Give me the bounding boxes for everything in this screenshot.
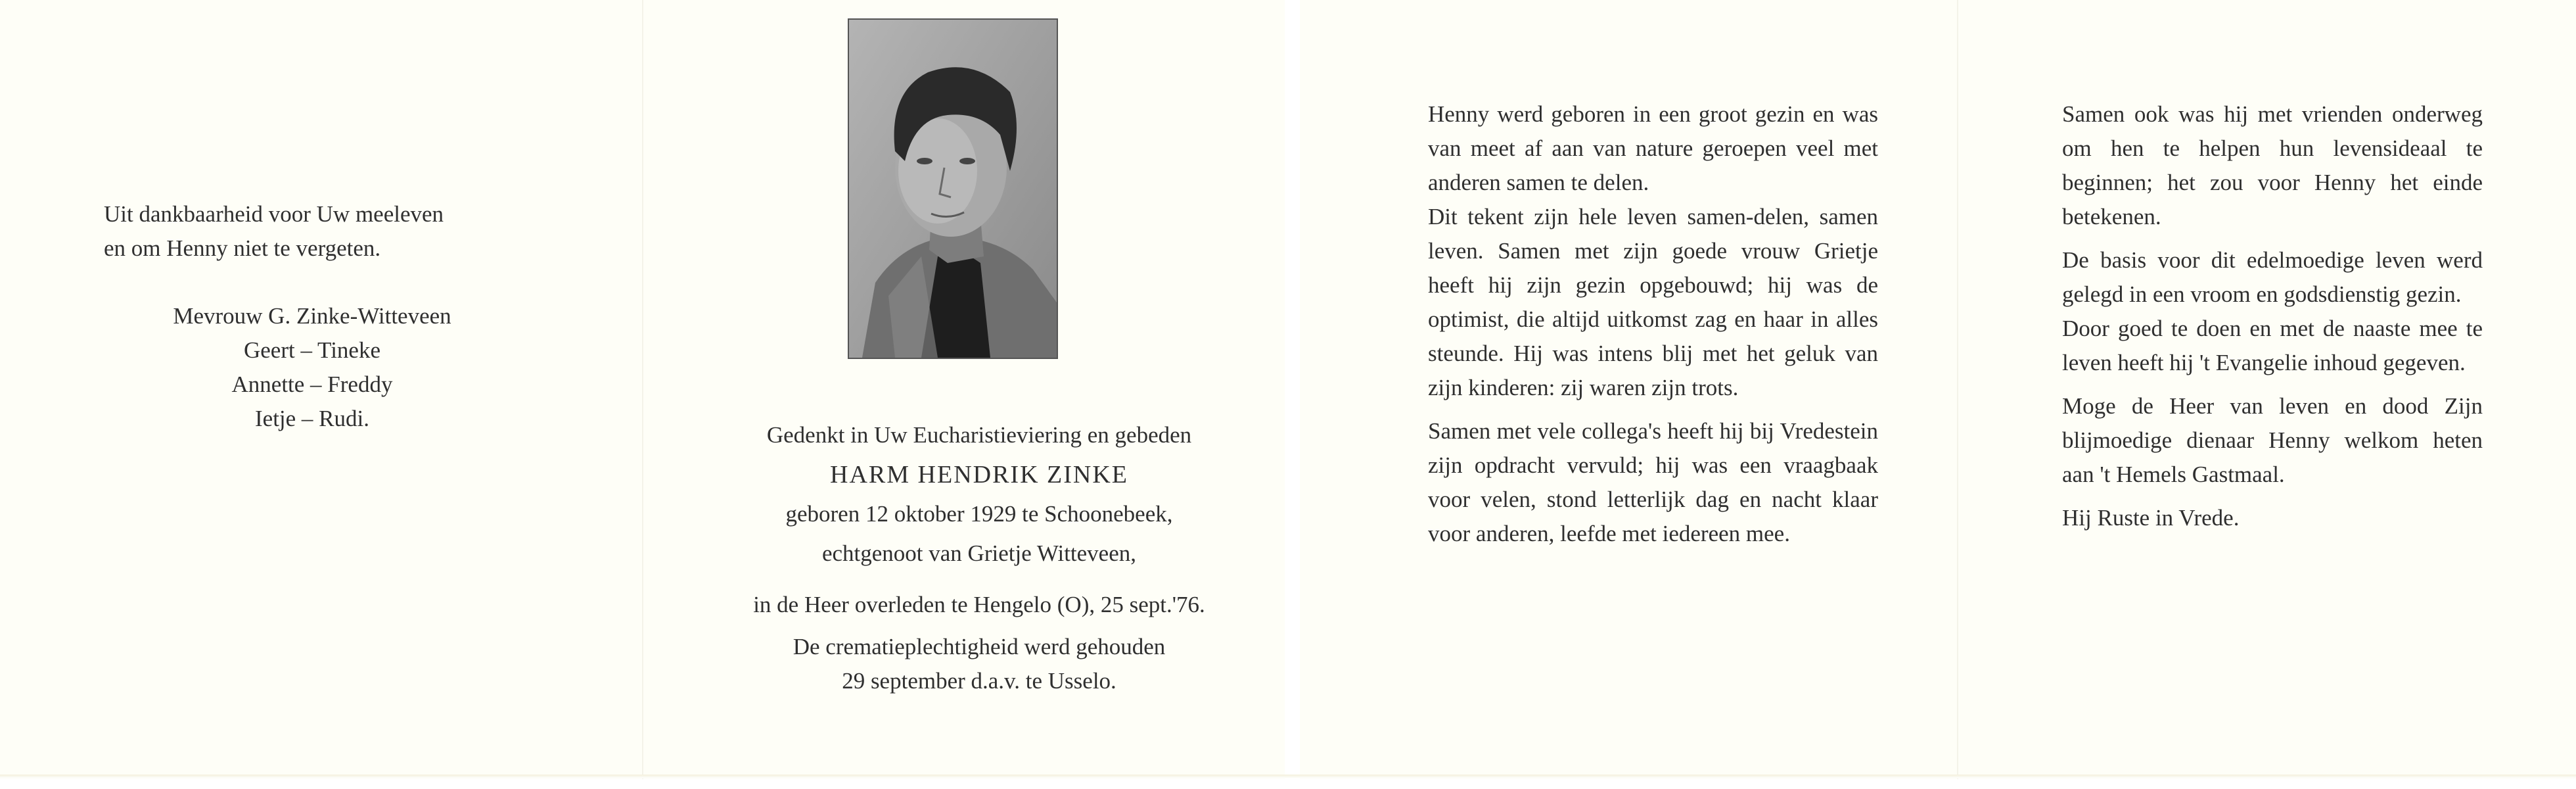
spouse-line: echtgenoot van Grietje Witteveen,: [821, 540, 1137, 566]
intro-line: Gedenkt in Uw Eucharistieviering en gebeden: [766, 422, 1192, 448]
fold-line: [1957, 0, 1958, 779]
biography-paragraph: Samen ook was hij met vrienden onderweg om hen te helpen hun levensideaal te beginnen; het zou voor Henny het einde betekenen.: [2062, 101, 2483, 229]
thanks-text: [104, 197, 524, 266]
family-member: Ietje – Rudi.: [255, 406, 369, 431]
memorial-card-back: [1300, 0, 2576, 779]
memorial-details: [690, 418, 1268, 698]
death-line: in de Heer overleden te Hengelo (O), 25 sept.'76.: [753, 592, 1205, 617]
biography-paragraph: De basis voor dit edelmoedige leven werd gelegd in een vroom en godsdienstig gezin.: [2062, 247, 2483, 307]
family-member: Annette – Freddy: [231, 371, 393, 397]
portrait-image: [849, 20, 1057, 358]
closing-blessing: Hij Ruste in Vrede.: [2062, 505, 2240, 531]
family-list: [105, 299, 519, 436]
birth-line: geboren 12 oktober 1929 te Schoonebeek,: [785, 501, 1173, 527]
cremation-line: 29 september d.a.v. te Usselo.: [842, 668, 1116, 694]
paper-edge: [0, 775, 2576, 778]
portrait-photo: [848, 18, 1058, 359]
family-member: Mevrouw G. Zinke-Witteveen: [173, 303, 451, 329]
thanks-line: Uit dankbaarheid voor Uw meeleven: [104, 201, 444, 227]
biography-column-2: [2062, 97, 2483, 535]
family-member: Geert – Tineke: [243, 337, 381, 363]
biography-paragraph: Henny werd geboren in een groot gezin en was van meet af aan van nature geroepen veel met anderen samen te delen.: [1428, 101, 1878, 195]
cremation-line: De crematieplechtigheid werd gehouden: [793, 634, 1166, 659]
memorial-card-front: [0, 0, 1285, 779]
page-gap: [1285, 0, 1300, 789]
fold-line: [642, 0, 643, 779]
thanks-line: en om Henny niet te vergeten.: [104, 235, 381, 261]
biography-paragraph: Moge de Heer van leven en dood Zijn blijmoedige dienaar Henny welkom heten aan 't Hemels Gastmaal.: [2062, 393, 2483, 487]
biography-paragraph: Dit tekent zijn hele leven samen-delen, samen leven. Samen met zijn goede vrouw Grietje heeft hij zijn gezin opgebouwd; hij was de optimist, die altijd uitkomst zag en haar in alles steunde. Hij was intens blij met het geluk van zijn kinderen: zij waren zijn trots.: [1428, 204, 1878, 400]
deceased-name: HARM HENDRIK ZINKE: [830, 461, 1128, 489]
biography-paragraph: Door goed te doen en met de naaste mee te leven heeft hij 't Evangelie inhoud gegeven.: [2062, 316, 2483, 375]
biography-paragraph: Samen met vele collega's heeft hij bij Vredestein zijn opdracht vervuld; hij was een vraagbaak voor velen, stond letterlijk dag en nacht klaar voor anderen, leefde met iedereen mee.: [1428, 418, 1878, 546]
biography-column-1: [1428, 97, 1878, 551]
